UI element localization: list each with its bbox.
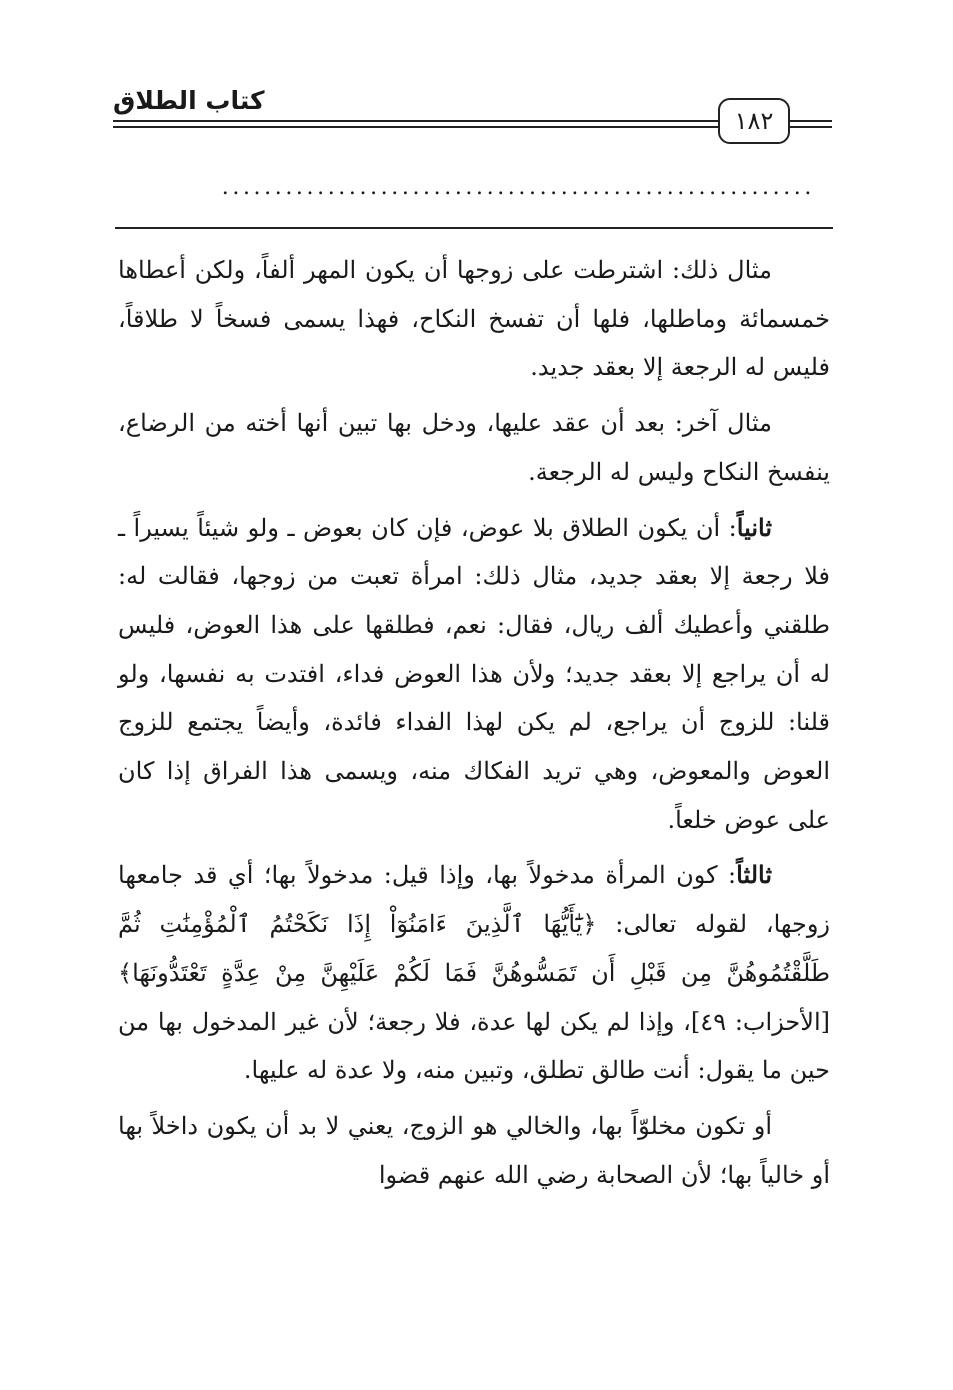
page-number: ١٨٢ (718, 98, 790, 144)
paragraph-text: [الأحزاب: ٤٩]، وإذا لم يكن لها عدة، فلا رجعة؛ لأن غير المدخول بها من حين ما يقول: أنت طالق تطلق، وتبين منه، ولا عدة له عليها. (118, 1007, 830, 1085)
header-rule (113, 120, 718, 122)
separator-rule (115, 227, 833, 229)
body-text (118, 246, 830, 1206)
paragraph-text: مثال آخر: بعد أن عقد عليها، ودخل بها تبين أنها أخته من الرضاع، ينفسخ النكاح وليس له الرجعة. (118, 409, 830, 486)
paragraph-lead: ثالثاً (736, 860, 772, 890)
paragraph (118, 1102, 830, 1199)
quran-verse: ﴿يَٰٓأَيُّهَا ٱلَّذِينَ ءَامَنُوٓاْ إِذَا نَكَحْتُمُ ٱلْمُؤْمِنَٰتِ ثُمَّ طَلَّقْتُمُوهُنَّ مِن قَبْلِ أَن تَمَسُّوهُنَّ فَمَا لَكُمْ عَلَيْهِنَّ مِنْ عِدَّةٍ تَعْتَدُّونَهَا﴾ (118, 910, 830, 987)
header-rule (113, 126, 718, 128)
paragraph-text: : أن يكون الطلاق بلا عوض، فإن كان بعوض ـ ولو شيئاً يسيراً ـ فلا رجعة إلا بعقد جديد، مثال ذلك: امرأة تعبت من زوجها، فقالت له: طلقني وأعطيك ألف ريال، فقال: نعم، فطلقها على هذا العوض، فليس له أن يراجع إلا بعقد جديد؛ ولأن هذا العوض فداء، افتدت به نفسها، ولو قلنا: للزوج أن يراجع، لم يكن لهذا الفداء فائدة، وأيضاً يجتمع للزوج العوض والمعوض، وهي تريد الفكاك منه، ويسمى هذا الفراق إذا كان على عوض خلعاً. (118, 513, 830, 834)
paragraph (118, 246, 830, 392)
dotted-line: ........................................................ (221, 176, 815, 200)
header-rule (790, 126, 832, 128)
paragraph-text: مثال ذلك: اشترطت على زوجها أن يكون المهر ألفاً، ولكن أعطاها خمسمائة وماطلها، فلها أن تفسخ النكاح، فهذا يسمى فسخاً لا طلاقاً، فليس له الرجعة إلا بعقد جديد. (118, 256, 830, 382)
paragraph (118, 399, 830, 496)
paragraph (118, 851, 830, 1095)
header-rule (790, 120, 832, 122)
book-title: كتاب الطلاق (113, 86, 265, 115)
paragraph-text: أو تكون مخلوّاً بها، والخالي هو الزوج، يعني لا بد أن يكون داخلاً بها أو خالياً بها؛ لأن الصحابة رضي الله عنهم قضوا (118, 1111, 830, 1189)
paragraph (118, 504, 830, 845)
paragraph-lead: ثانياً (736, 512, 772, 542)
paragraph-text: : كون المرأة مدخولاً بها، وإذا قيل: مدخولاً بها؛ أي قد جامعها زوجها، لقوله تعالى: (118, 861, 830, 939)
